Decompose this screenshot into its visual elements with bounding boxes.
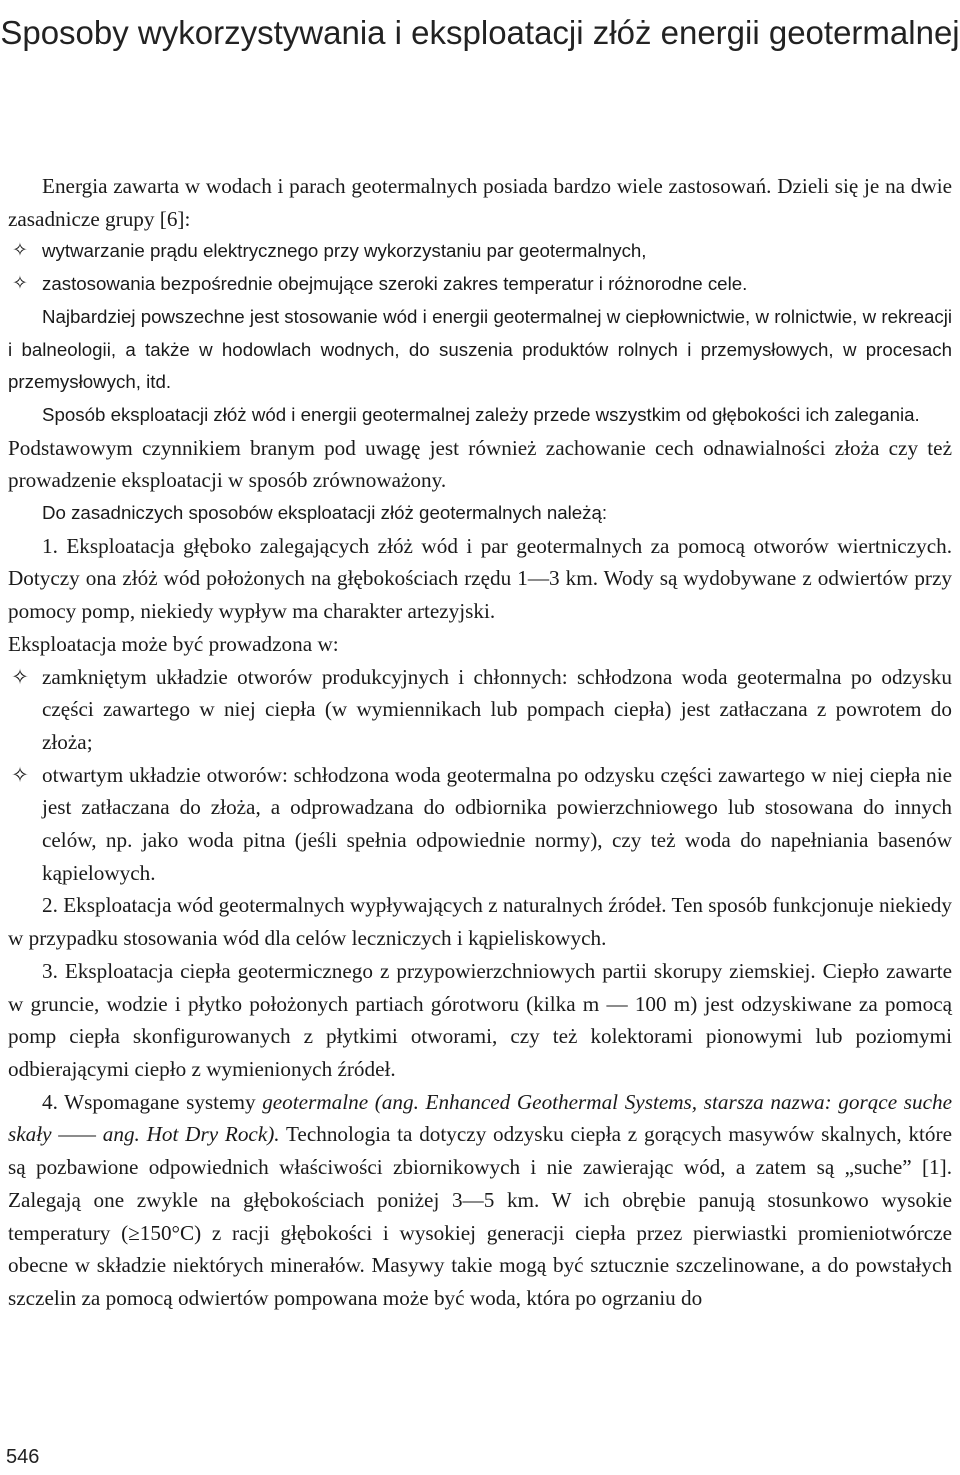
list-item [8, 235, 952, 268]
list-item [8, 661, 952, 759]
method-1-paragraph: 1. Eksploatacja głęboko zalegających złóż wód i par geotermalnych za pomocą otworów wiertniczych. Dotyczy ona złóż wód położonych na głębokościach rzędu 1—3 km. Wody są wydobywane z odwiertów przy pomocy pomp, niekiedy wypływ ma charakter artezyjski. [8, 533, 952, 624]
four-point-star-icon: ✧ [12, 240, 28, 262]
list-item-text: zamkniętym układzie otworów produkcyjnych i chłonnych: schłodzona woda geotermalna po odzysku części zawartego w niej ciepła (w wymiennikach lub pompach ciepła) jest zatłaczana z powrotem do złoża; [42, 664, 952, 754]
exploitation-method-paragraph: Sposób eksploatacji złóż wód i energii geotermalnej zależy przede wszystkim od głębokości ich zalegania. [42, 403, 920, 425]
method-4-prefix: 4. Wspomagane systemy [42, 1089, 256, 1114]
list-item-text: zastosowania bezpośrednie obejmujące szeroki zakres temperatur i różnorodne cele. [42, 273, 748, 295]
text-body [8, 170, 952, 1315]
groups-list [8, 235, 952, 300]
list-item-text: wytwarzanie prądu elektrycznego przy wykorzystaniu par geotermalnych, [42, 240, 647, 262]
intro-paragraph: Energia zawarta w wodach i parach geotermalnych posiada bardzo wiele zastosowań. Dzieli się je na dwie zasadnicze grupy [6]: [8, 174, 952, 231]
four-point-star-icon: ✧ [11, 761, 29, 787]
method-4-italic-term: geotermalne (ang. Enhanced Geothermal Systems, starsza nazwa: gorące suche skały —— ang. Hot Dry Rock). [8, 1089, 952, 1147]
list-item [8, 268, 952, 301]
applications-paragraph: Najbardziej powszechne jest stosowanie wód i energii geotermalnej w ciepłownictwie, w rolnictwie, w rekreacji i balneologii, a także w hodowlach wodnych, do suszenia produktów rolnych i przemysłowych, w procesach przemysłowych, itd. [8, 305, 952, 393]
method-4-rest: Technologia ta dotyczy odzysku ciepła z gorących masywów skalnych, które są pozbawione odpowiednich właściwości zbiornikowych i nie zawierając wód, a zatem są „suche” [1]. Zalegają one zwykle na głębokościach poniżej 3—5 km. W ich obrębie panują stosunkowo wysokie temperatury (≥150°C) z racji głębokości i wysokiej generacji ciepła przez pierwiastki promieniotwórcze obecne w składzie niektórych minerałów. Masywy takie mogą być sztucznie szczelinowane, a do powstałych szczelin za pomocą odwiertów pompowana może być woda, która po ogrzaniu do [8, 1122, 952, 1310]
method-2-paragraph: 2. Eksploatacja wód geotermalnych wypływających z naturalnych źródeł. Ten sposób funkcjonuje niekiedy w przypadku stosowania wód dla celów leczniczych i kąpieliskowych. [8, 893, 952, 951]
methods-intro-paragraph: Do zasadniczych sposobów eksploatacji złóż geotermalnych należą: [42, 502, 608, 524]
page-title: Sposoby wykorzystywania i eksploatacji złóż energii geotermalnej [0, 14, 960, 51]
list-item [8, 759, 952, 890]
method-3-paragraph: 3. Eksploatacja ciepła geotermicznego z przypowierzchniowych partii skorupy ziemskiej. Ciepło zawarte w gruncie, wodzie i płytko położonych partiach górotworu (kilka m — 100 m) jest odzyskiwane za pomocą pomp ciepła skonfigurowanych z płytkimi otworami, czy też kolektorami pionowymi lub poziomymi odbierającymi ciepło z wymienionych źródeł. [8, 958, 952, 1081]
methods-intro-section [8, 497, 952, 530]
four-point-star-icon: ✧ [11, 663, 29, 689]
sans-section [8, 301, 952, 432]
four-point-star-icon: ✧ [12, 273, 28, 295]
list-item-text: otwartym układzie otworów: schłodzona woda geotermalna po odzysku części zawartego w niej ciepła nie jest zatłaczana do złoża, a odprowadzana do odbiornika powierzchniowego lub stosowana do innych celów, np. jako woda pitna (jeśli spełnia odpowiednie normy), czy też woda do napełniania basenów kąpielowych. [42, 762, 952, 885]
method-4-paragraph [8, 1086, 952, 1315]
page-number: 546 [6, 1446, 40, 1468]
systems-list [8, 661, 952, 890]
exploitation-factor-paragraph: Podstawowym czynnikiem branym pod uwagę jest również zachowanie cech odnawialności złoża czy też prowadzenie eksploatacji w sposób zrównoważony. [8, 435, 952, 493]
method-1-systems-intro: Eksploatacja może być prowadzona w: [8, 631, 339, 656]
